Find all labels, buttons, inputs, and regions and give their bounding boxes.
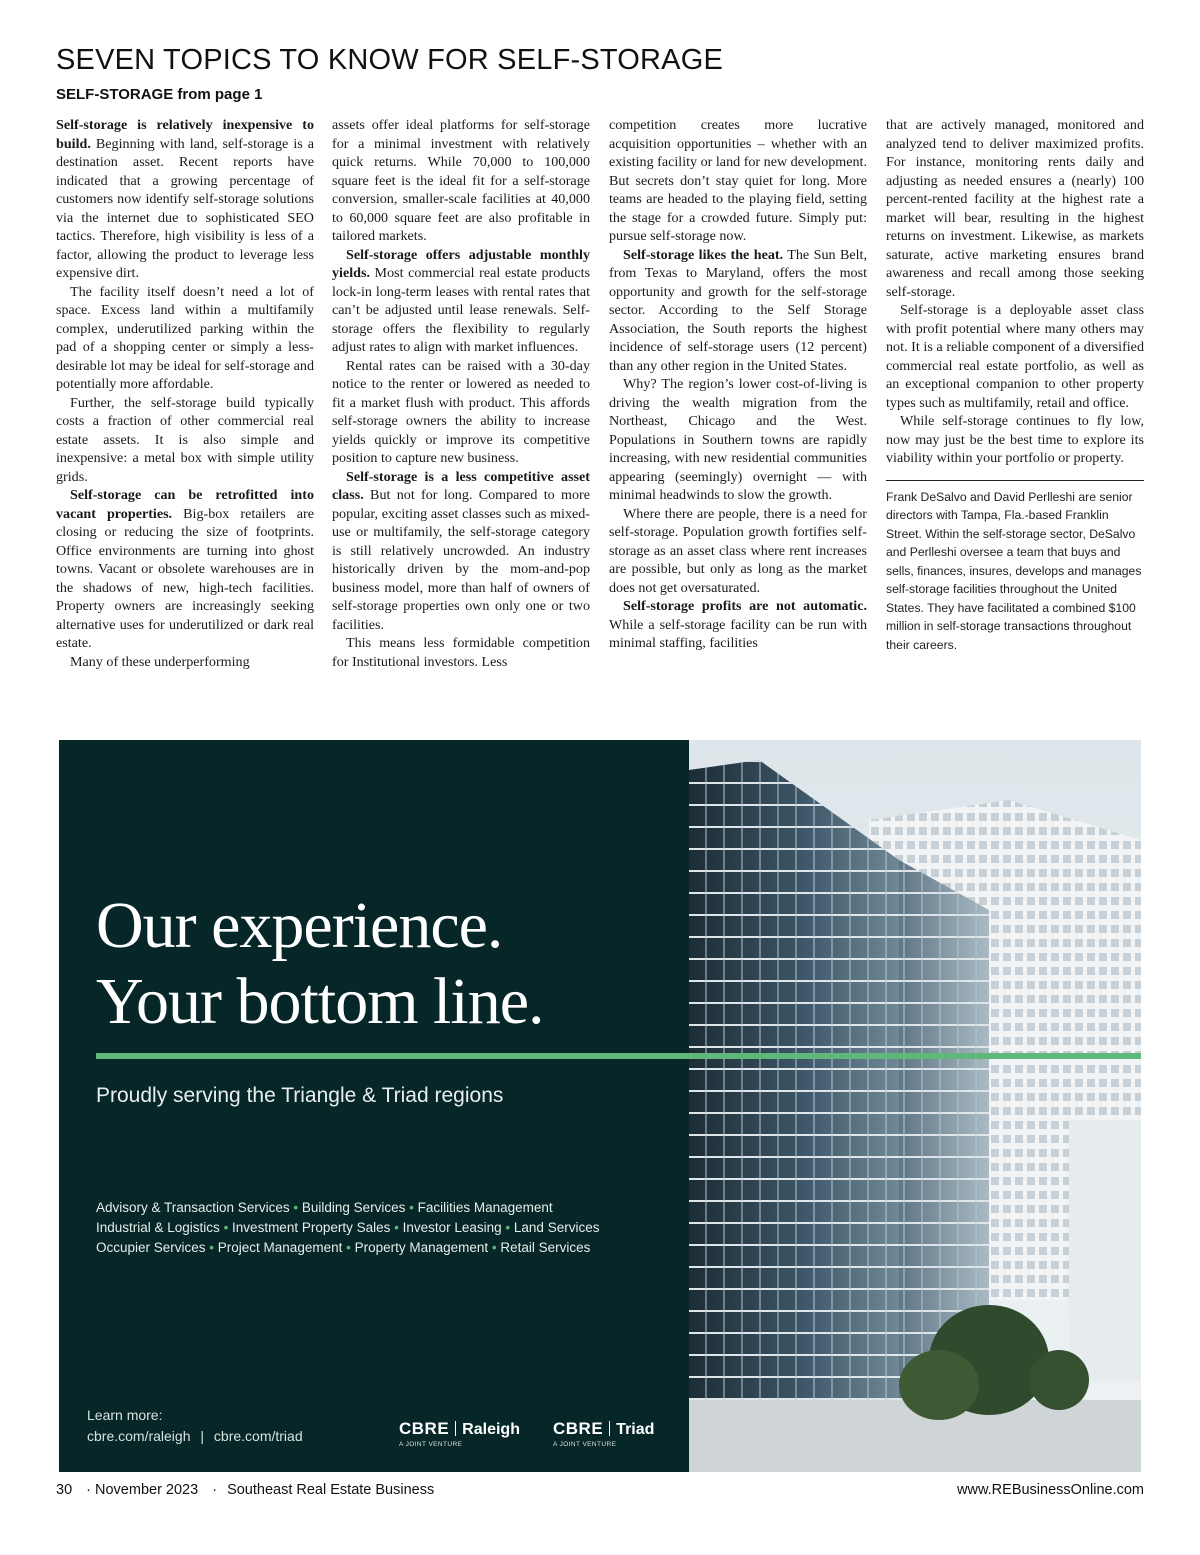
joint-venture-label: A JOINT VENTURE — [399, 1441, 463, 1448]
services-row — [96, 1238, 599, 1258]
article-headline: SEVEN TOPICS TO KNOW FOR SELF-STORAGE — [56, 44, 724, 76]
publication-name: Southeast Real Estate Business — [227, 1482, 435, 1498]
author-bio-section — [886, 480, 1144, 655]
section-lead-in: Self-storage is relatively inexpensive to build. — [56, 117, 314, 152]
article-paragraph: Self-storage can be retrofitted into vacant properties. Big-box retailers are closing or reducing the size of footprints. Office environments are turning into ghost towns. Vacant or obsolete warehouses are in the shadows of new, high-tech facilities. Property owners are increasingly seeking alternative uses for underutilized or dark real estate. — [56, 487, 315, 651]
cbre-logo-mark: CBRE — [399, 1419, 450, 1438]
ad-tagline: Proudly serving the Triangle & Triad regions — [96, 1084, 504, 1107]
link-separator: | — [200, 1428, 205, 1444]
service-item: Investor Leasing — [402, 1220, 502, 1235]
logo-city-triad: Triad — [616, 1421, 655, 1438]
service-item: Property Management — [354, 1240, 489, 1255]
raleigh-link[interactable]: cbre.com/raleigh — [87, 1428, 191, 1444]
article-paragraph: Self-storage offers adjustable monthly yields. Most commercial real estate products lock-in long-term leases with rental rates that can’t be adjusted until lease renewals. Self-storage offers the flexibility to regularly adjust rates to align with market influences. — [332, 246, 590, 355]
service-item: Advisory & Transaction Services — [96, 1200, 290, 1215]
bullet-dot-icon: • — [405, 1200, 418, 1215]
article-column-4 — [886, 116, 1144, 654]
ad-headline-line-1: Our experience. — [96, 889, 503, 962]
issue-date: November 2023 — [95, 1482, 199, 1498]
cbre-logo-mark: CBRE — [553, 1419, 604, 1438]
ad-headline-line-2: Your bottom line. — [96, 965, 544, 1038]
article-paragraph: assets offer ideal platforms for self-storage for a minimal investment with relatively quick returns. While 70,000 to 100,000 square feet is the ideal fit for a self-storage conversion, smaller-scale facilities at 40,000 to 60,000 square feet are also profitable in tailored markets. — [332, 117, 590, 244]
ad-accent-rule — [96, 1053, 1141, 1059]
service-item: Investment Property Sales — [232, 1220, 391, 1235]
service-item: Project Management — [217, 1240, 343, 1255]
service-item: Retail Services — [500, 1240, 591, 1255]
article-paragraph: competition creates more lucrative acquisition opportunities – whether with an existing facility or land for new development. But secrets don’t stay quiet for long. More teams are headed to the playing field, setting the stage for a crowded future. Simply put: pursue self-storage now. — [609, 117, 867, 244]
article-paragraph: While self-storage continues to fly low, now may just be the best time to explore its viability within your portfolio or property. — [886, 413, 1144, 466]
ad-headline — [96, 888, 544, 1040]
article-paragraph: This means less formidable competition for Institutional investors. Less — [332, 635, 590, 670]
article-paragraph: Self-storage is a less competitive asset class. But not for long. Compared to more popular, exciting asset classes such as mixed-use or multifamily, the self-storage category is still relatively uncrowded. An industry historically driven by the mom-and-pop business model, more than half of owners of self-storage properties own only one or two facilities. — [332, 468, 590, 633]
section-lead-in: Self-storage likes the heat. — [623, 246, 784, 263]
page-number: 30 — [56, 1482, 73, 1498]
learn-more-block — [87, 1405, 303, 1447]
service-item: Occupier Services — [96, 1240, 206, 1255]
article-continuation-label: SELF-STORAGE from page 1 — [56, 86, 263, 103]
bullet-dot-icon: • — [342, 1240, 355, 1255]
service-item: Building Services — [301, 1200, 406, 1215]
bullet-dot-icon: • — [488, 1240, 501, 1255]
article-paragraph: Self-storage is relatively inexpensive to build. Beginning with land, self-storage is a destination asset. Recent reports have indicated that a growing percentage of customers now identify self-storage solutions via the internet due to sophisticated SEO tactics. Therefore, high visibility is less of a factor, allowing the product to leverage less expensive dirt. — [56, 117, 314, 281]
article-paragraph: Self-storage profits are not automatic. While a self-storage facility can be run with minimal staffing, facilities — [609, 598, 867, 651]
article-column-1 — [56, 116, 314, 671]
service-item: Facilities Management — [417, 1200, 553, 1215]
service-item: Industrial & Logistics — [96, 1220, 220, 1235]
services-list — [96, 1198, 599, 1258]
section-lead-in: Self-storage profits are not automatic. — [623, 598, 867, 614]
article-paragraph: that are actively managed, monitored and analyzed tend to deliver maximized profits. For instance, monitoring rents daily and adjusting as needed ensures a (nearly) 100 percent-rented facility at the highest rate a market will bear, resulting in the highest returns on investment. Likewise, as markets saturate, active marketing ensures brand awareness and recall among those seeking self-storage. — [886, 117, 1144, 300]
triad-link[interactable]: cbre.com/triad — [213, 1428, 303, 1444]
article-column-2 — [332, 116, 590, 671]
article-paragraph: Self-storage likes the heat. The Sun Belt, from Texas to Maryland, offers the most opportunity and growth for the self-storage sector. According to the Self Storage Association, the South reports the highest incidence of self-storage users (12 percent) than any other region in the United States. — [609, 246, 867, 374]
article-paragraph: Further, the self-storage build typically costs a fraction of other commercial real estate assets. It is also simple and inexpensive: a metal box with simple utility grids. — [56, 394, 314, 485]
section-lead-in: Self-storage can be retrofitted into vacant properties. — [56, 487, 314, 522]
article-paragraph: Rental rates can be raised with a 30-day notice to the renter or lowered as needed to fit a market flush with product. This affords self-storage owners the ability to increase yields quickly or improve its competitive position to capture new business. — [332, 357, 590, 466]
article-paragraph: Many of these underperforming — [70, 653, 250, 670]
article-paragraph: Why? The region’s lower cost-of-living is driving the wealth migration from the Northeast, Chicago and the West. Populations in Southern towns are rapidly increasing, with new residential communities appearing (seemingly) overnight — with minimal headwinds to slow the growth. — [609, 376, 867, 503]
article-paragraph: Where there are people, there is a need for self-storage. Population growth fortifies self-storage as an asset class where rent increases are possible, but only as long as the market does not get oversaturated. — [609, 505, 867, 596]
section-lead-in: Self-storage is a less competitive asset class. — [332, 468, 590, 503]
section-lead-in: Self-storage offers adjustable monthly yields. — [332, 246, 590, 281]
author-bio: Frank DeSalvo and David Perlleshi are senior directors with Tampa, Fla.-based Franklin Street. Within the self-storage sector, DeSalvo and Perlleshi oversee a team that buys and sells, finances, insures, develops and manages self-storage facilities throughout the United States. They have facilitated a combined $100 million in self-storage transactions throughout their careers. — [886, 489, 1142, 652]
services-row — [96, 1218, 599, 1238]
bullet-dot-icon: • — [205, 1240, 218, 1255]
service-item: Land Services — [513, 1220, 600, 1235]
logo-city-raleigh: Raleigh — [462, 1421, 520, 1438]
learn-more-label: Learn more: — [87, 1407, 163, 1423]
joint-venture-label: A JOINT VENTURE — [553, 1441, 617, 1448]
cbre-raleigh-logo — [399, 1419, 520, 1448]
building-photo — [689, 740, 1141, 1472]
bullet-dot-icon: • — [289, 1200, 302, 1215]
article-column-3 — [609, 116, 867, 653]
bullet-dot-icon: • — [390, 1220, 403, 1235]
cbre-advertisement — [59, 740, 1141, 1472]
cbre-triad-logo — [553, 1419, 654, 1448]
website-link[interactable]: www.REBusinessOnline.com — [957, 1482, 1144, 1498]
bullet-dot-icon: • — [219, 1220, 233, 1235]
bullet-dot-icon: • — [501, 1220, 514, 1235]
article-paragraph: Self-storage is a deployable asset class with profit potential where many others may not. It is a reliable component of a diversified commercial real estate portfolio, as well as an exceptional companion to other property types such as multifamily, retail and office. — [886, 302, 1144, 411]
article-paragraph: The facility itself doesn’t need a lot of space. Excess land within a multifamily complex, underutilized parking within the pad of a shopping center or simply a less-desirable lot may be ideal for self-storage and potentially more affordable. — [56, 283, 314, 392]
services-row — [96, 1198, 599, 1218]
